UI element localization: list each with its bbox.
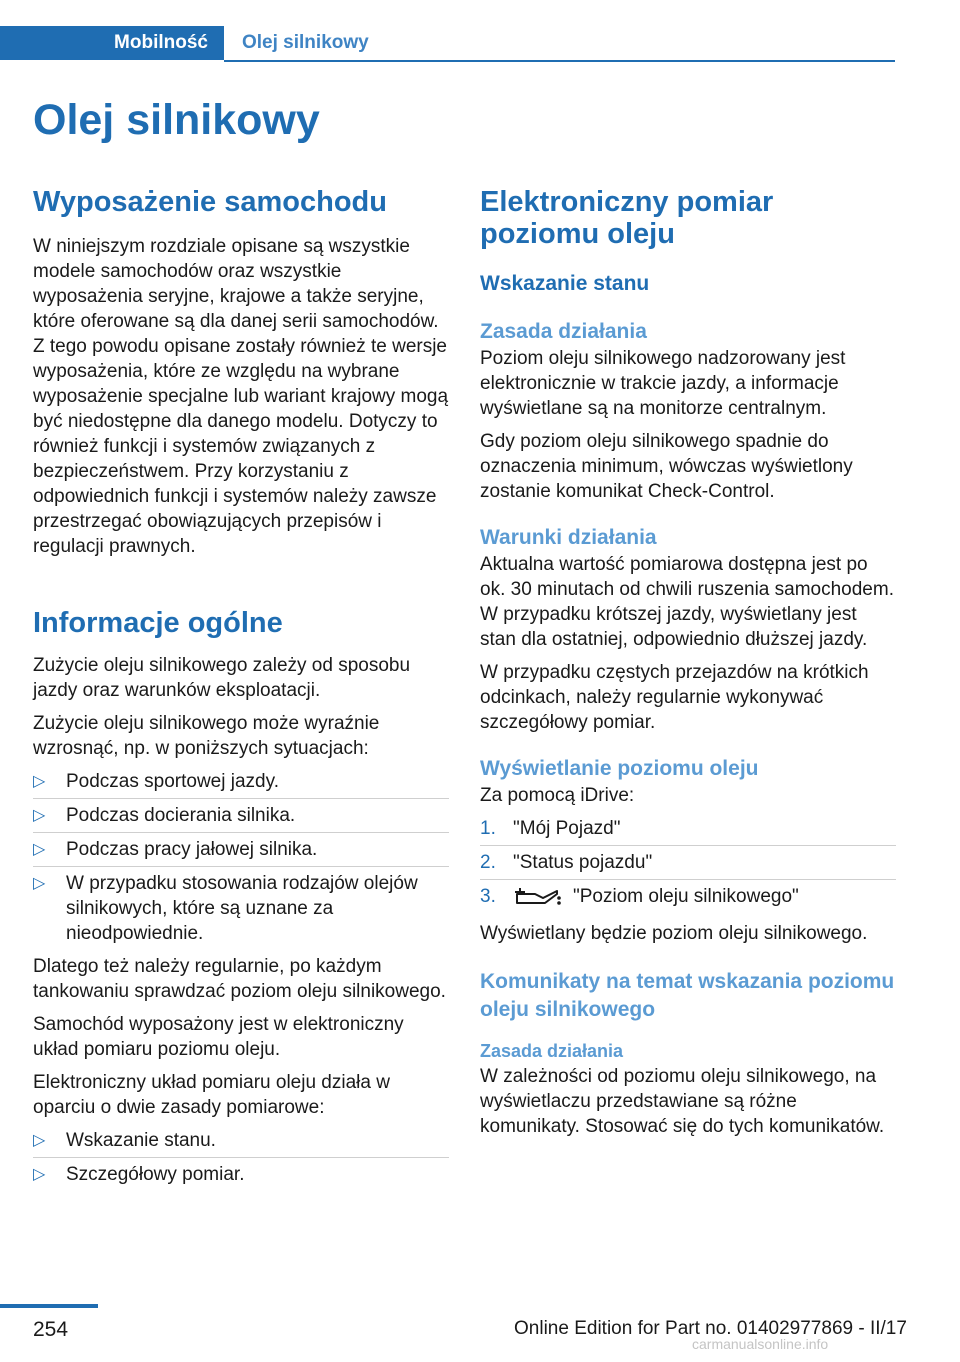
list-divider	[480, 879, 896, 880]
list-item: 3. "Poziom oleju silnikowego"	[480, 884, 896, 913]
section-heading-elektroniczny: Elektroniczny pomiar poziomu oleju	[480, 186, 774, 250]
tab-mobilnosc[interactable]	[0, 26, 224, 60]
paragraph: Samochód wyposażony jest w elektroniczny układ pomiaru poziomu oleju.	[33, 1014, 404, 1060]
oil-can-icon	[513, 886, 563, 913]
subheading-wyswietlanie: Wyświetlanie poziomu oleju	[480, 757, 759, 780]
list-item: 1. "Mój Pojazd"	[480, 818, 621, 839]
list-item: ▷ Szczegółowy pomiar.	[33, 1164, 245, 1185]
paragraph: Dlatego też należy regularnie, po każdym tankowaniu sprawdzać poziom oleju silnikowego.	[33, 956, 446, 1002]
watermark: carmanualsonline.info	[692, 1336, 829, 1352]
tab-label: Olej silnikowy	[242, 32, 369, 53]
paragraph: W niniejszym rozdziale opisane są wszystkie modele samochodów oraz wszystkie wyposażenia seryjne, krajowe a także seryjne, które oferowane są dla danej serii samochodów. Z tego powodu opisane zostały również te wersje wyposażenia, które ze względu na wybrane wyposażenie specjalne lub wariant krajowy mogą być niedostępne dla danego modelu. Dotyczy to również funkcji i systemów związanych z bezpieczeństwem. Przy korzystaniu z odpowiednich funkcji i systemów należy zawsze przestrzegać obowiązujących przepisów i regulacji prawnych.	[33, 236, 449, 557]
tab-olej-silnikowy[interactable]	[242, 26, 369, 60]
paragraph: Wyświetlany będzie poziom oleju silnikowego.	[480, 923, 868, 944]
triangle-bullet-icon: ▷	[33, 841, 46, 858]
list-divider	[33, 798, 449, 799]
triangle-bullet-icon: ▷	[33, 1166, 46, 1183]
list-divider	[33, 832, 449, 833]
edition-label: Online Edition for Part no. 01402977869 - II/17	[514, 1318, 907, 1339]
list-item: ▷ Podczas pracy jałowej silnika.	[33, 839, 318, 860]
paragraph: Zużycie oleju silnikowego zależy od sposobu jazdy oraz warunków eksploatacji.	[33, 655, 411, 701]
list-number: 3.	[480, 886, 496, 907]
paragraph: Za pomocą iDrive:	[480, 785, 635, 806]
list-item: ▷ Podczas docierania silnika.	[33, 805, 296, 826]
right-column	[480, 186, 896, 1139]
triangle-bullet-icon: ▷	[33, 773, 46, 790]
section-heading-wyposazenie: Wyposażenie samochodu	[33, 186, 387, 218]
footer-rule	[0, 1304, 98, 1308]
list-number: 2.	[480, 852, 496, 873]
list-item: ▷ Podczas sportowej jazdy.	[33, 771, 279, 792]
page-number: 254	[33, 1318, 69, 1341]
paragraph: Elektroniczny układ pomiaru oleju działa w oparciu o dwie zasady pomiarowe:	[33, 1072, 390, 1118]
subheading-wskazanie-stanu: Wskazanie stanu	[480, 272, 650, 295]
numbered-list	[480, 816, 896, 913]
list-item: ▷ Wskazanie stanu.	[33, 1130, 216, 1151]
list-divider	[33, 866, 449, 867]
paragraph: W zależności od poziomu oleju silnikowego, na wyświetlaczu przedstawiane są różne komunikaty. Stosować się do tych komunikatów.	[480, 1066, 885, 1137]
list-item: ▷ W przypadku stosowania rodzajów olejów silnikowych, które są uznane za nieodpowiednie.	[33, 873, 418, 944]
triangle-bullet-icon: ▷	[33, 875, 46, 892]
tab-label: Mobilność	[114, 32, 208, 53]
header-rule	[224, 60, 895, 62]
paragraph: Aktualna wartość pomiarowa dostępna jest po ok. 30 minutach od chwili ruszenia samochodem. W przypadku krótszej jazdy, wyświetlany jest stan dla ostatniej, odpowiednio dłuższej jazdy.	[480, 554, 894, 650]
bullet-list	[33, 769, 449, 946]
paragraph: W przypadku częstych przejazdów na krótkich odcinkach, należy regularnie wykonywać szczegółowy pomiar.	[480, 662, 869, 733]
list-item: 2. "Status pojazdu"	[480, 852, 653, 873]
subheading-zasada-dzialania: Zasada działania	[480, 320, 647, 343]
triangle-bullet-icon: ▷	[33, 807, 46, 824]
bullet-list	[33, 1128, 449, 1187]
list-number: 1.	[480, 818, 496, 839]
paragraph: Gdy poziom oleju silnikowego spadnie do oznaczenia minimum, wówczas wyświetlony zostanie komunikat Check-Control.	[480, 431, 853, 502]
paragraph: Zużycie oleju silnikowego może wyraźnie wzrosnąć, np. w poniższych sytuacjach:	[33, 713, 380, 759]
header-tabbar	[0, 26, 895, 62]
subheading-warunki-dzialania: Warunki działania	[480, 526, 657, 549]
subheading-komunikaty: Komunikaty na temat wskazania poziomu oleju silnikowego	[480, 970, 895, 1021]
list-divider	[480, 845, 896, 846]
list-divider	[33, 1157, 449, 1158]
paragraph: Poziom oleju silnikowego nadzorowany jest elektronicznie w trakcie jazdy, a informacje wyświetlane są na monitorze centralnym.	[480, 348, 846, 419]
left-column	[33, 186, 449, 1187]
triangle-bullet-icon: ▷	[33, 1132, 46, 1149]
subheading-zasada-dzialania-2: Zasada działania	[480, 1041, 624, 1061]
page-title: Olej silnikowy	[33, 96, 320, 144]
section-heading-informacje: Informacje ogólne	[33, 607, 283, 639]
